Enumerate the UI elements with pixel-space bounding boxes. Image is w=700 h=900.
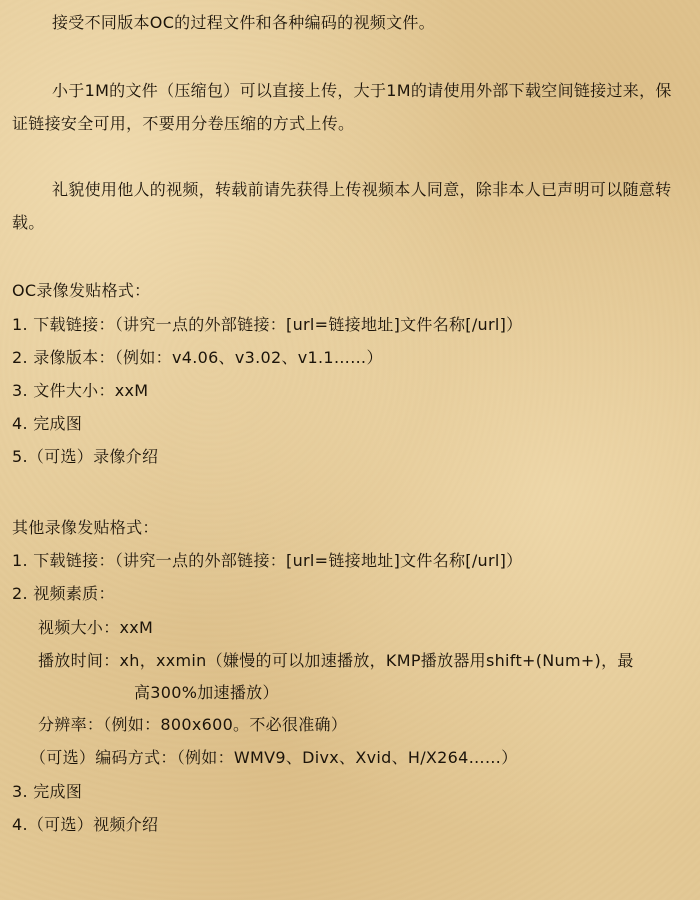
other-format-video-size: 视频大小：xxM xyxy=(38,618,154,637)
other-format-resolution: 分辨率：（例如：800x600。不必很准确） xyxy=(38,715,348,734)
other-format-codec: （可选）编码方式：（例如：WMV9、Divx、Xvid、H/X264……） xyxy=(30,748,518,767)
other-format-play-time: 播放时间：xh，xxmin（嫌慢的可以加速播放，KMP播放器用shift+(Num+)，最 xyxy=(38,651,634,670)
other-format-item-4: 4.（可选）视频介绍 xyxy=(12,815,159,834)
oc-format-heading: OC录像发贴格式： xyxy=(12,281,151,300)
other-format-play-time-cont: 高300%加速播放） xyxy=(134,683,279,702)
other-format-heading: 其他录像发贴格式： xyxy=(12,518,159,537)
other-format-item-2: 2. 视频素质： xyxy=(12,584,115,603)
other-format-item-3: 3. 完成图 xyxy=(12,782,83,801)
intro-paragraph-courtesy: 礼貌使用他人的视频，转载前请先获得上传视频本人同意，除非本人已声明可以随意转载。 xyxy=(12,180,672,232)
oc-format-item-4: 4. 完成图 xyxy=(12,414,83,433)
oc-format-item-2: 2. 录像版本：（例如：v4.06、v3.02、v1.1……） xyxy=(12,348,383,367)
oc-format-item-1: 1. 下载链接：（讲究一点的外部链接：[url=链接地址]文件名称[/url]） xyxy=(12,315,523,334)
other-format-item-1: 1. 下载链接：（讲究一点的外部链接：[url=链接地址]文件名称[/url]） xyxy=(12,551,523,570)
intro-line-1: 接受不同版本OC的过程文件和各种编码的视频文件。 xyxy=(52,13,435,32)
intro-paragraph-upload: 小于1M的文件（压缩包）可以直接上传，大于1M的请使用外部下载空间链接过来，保证链接安全可用，不要用分卷压缩的方式上传。 xyxy=(12,81,672,133)
oc-format-item-5: 5.（可选）录像介绍 xyxy=(12,447,159,466)
oc-format-item-3: 3. 文件大小：xxM xyxy=(12,381,149,400)
